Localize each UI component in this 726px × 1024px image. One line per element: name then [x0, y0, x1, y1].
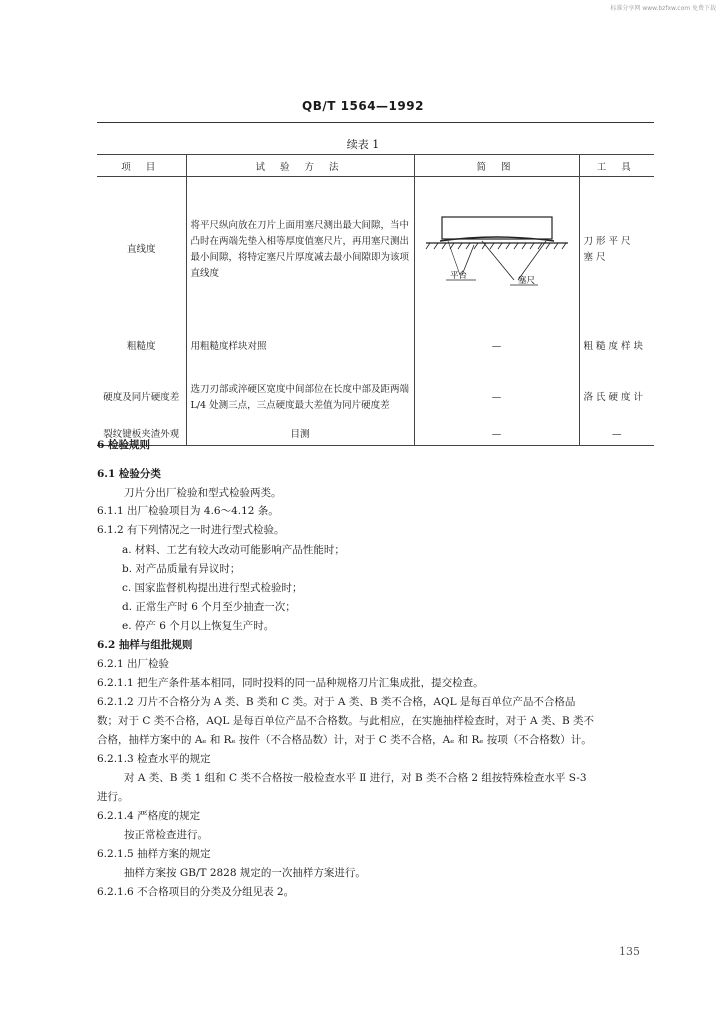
clause-line: 6.2.1.2 刀片不合格分为 A 类、B 类和 C 类。对于 A 类、B 类不合格，AQL 是每百单位产品不合格品 [97, 696, 576, 708]
list-item: c. 国家监督机构提出进行型式检验时； [122, 582, 303, 594]
paragraph-line: 抽样方案按 GB/T 2828 规定的一次抽样方案进行。 [124, 867, 366, 879]
row-tool: 粗糙度样块 [579, 323, 654, 371]
list-item: d. 正常生产时 6 个月至少抽查一次； [122, 601, 296, 613]
label-platform: 平台 [449, 270, 467, 281]
clause-line: 6.2.1 出厂检验 [97, 658, 170, 670]
row-figure [414, 177, 579, 323]
row-tool: 洛氏硬度计 [579, 371, 654, 425]
watermark: 标准分享网 www.bzfxw.com 免费下载 [610, 5, 716, 12]
clause-line: 6.2.1.6 不合格项目的分类及分组见表 2。 [97, 886, 295, 898]
list-item: e. 停产 6 个月以上恢复生产时。 [122, 620, 275, 632]
table-row [97, 177, 654, 323]
row-method: 用粗糙度样块对照 [186, 323, 414, 371]
clause-line: 6.2.1.3 检查水平的规定 [97, 753, 211, 765]
row-item: 硬度及同片硬度差 [103, 391, 180, 403]
clause-heading: 6.1 检验分类 [97, 468, 161, 480]
header-rule [97, 122, 654, 123]
col-header-item: 项 目 [97, 155, 186, 177]
col-header-figure: 简 图 [414, 155, 579, 177]
page-number: 135 [619, 945, 640, 958]
label-feeler: 塞尺 [517, 275, 535, 286]
spec-table [97, 154, 654, 446]
straightness-diagram [422, 205, 572, 295]
list-item: a. 材料、工艺有较大改动可能影响产品性能时； [122, 544, 345, 556]
paragraph-line: 按正常检查进行。 [124, 829, 208, 841]
row-item: 直线度 [126, 243, 156, 255]
clause-heading: 6.2 抽样与组批规则 [97, 639, 193, 651]
clause-line: 6.1.2 有下列情况之一时进行型式检验。 [97, 524, 285, 536]
section-heading: 6 检验规则 [97, 439, 150, 451]
clause-line: 6.2.1.5 抽样方案的规定 [97, 848, 211, 860]
row-method: 将平尺纵向放在刀片上面用塞尺测出最大间隙，当中凸时在两端先垫入相等厚度值塞尺片，再用塞尺测出最小间隙，将特定塞尺片厚度减去最小间隙即为该项直线度 [186, 177, 414, 323]
row-tool: — [579, 425, 654, 446]
paragraph-line: 对 A 类、B 类 1 组和 C 类不合格按一般检查水平 Ⅱ 进行，对 B 类不合格 2 组按特殊检查水平 S-3 [124, 772, 587, 784]
paragraph-line: 刀片分出厂检验和型式检验两类。 [124, 487, 282, 499]
paragraph-line: 进行。 [97, 791, 129, 803]
col-header-method: 试 验 方 法 [186, 155, 414, 177]
row-item: 粗糙度 [126, 340, 156, 352]
paragraph-line: 数；对于 C 类不合格，AQL 是每百单位产品不合格数。与此相应，在实施抽样检查时，对于 A 类、B 类不 [97, 715, 595, 727]
clause-line: 6.1.1 出厂检验项目为 4.6～4.12 条。 [97, 505, 279, 517]
table-title: 续表 1 [346, 138, 380, 151]
clause-line: 6.2.1.4 严格度的规定 [97, 810, 201, 822]
table-row [97, 371, 654, 425]
standard-number: QB/T 1564—1992 [302, 99, 424, 113]
row-figure: — [414, 371, 579, 425]
row-method: 选刀刃部或淬硬区宽度中间部位在长度中部及距两端 L/4 处测三点，三点硬度最大差值为同片硬度差 [186, 371, 414, 425]
row-item: 裂纹键板夹渣外观 [97, 425, 186, 446]
table-row [97, 323, 654, 371]
row-tool: 刀形平尺 塞尺 [579, 177, 654, 323]
table-row [97, 425, 654, 446]
table-header-row [97, 155, 654, 177]
row-figure: — [414, 323, 579, 371]
paragraph-line: 合格，抽样方案中的 Aₑ 和 Rₑ 按件（不合格品数）计，对于 C 类不合格，Aₑ 和 Rₑ 按项（不合格数）计。 [97, 734, 592, 746]
row-figure: — [414, 425, 579, 446]
col-header-tool: 工 具 [579, 155, 654, 177]
clause-line: 6.2.1.1 把生产条件基本相同，同时投料的同一品种规格刀片汇集成批，提交检查。 [97, 677, 484, 689]
row-method: 目测 [186, 425, 414, 446]
list-item: b. 对产品质量有异议时； [122, 563, 241, 575]
